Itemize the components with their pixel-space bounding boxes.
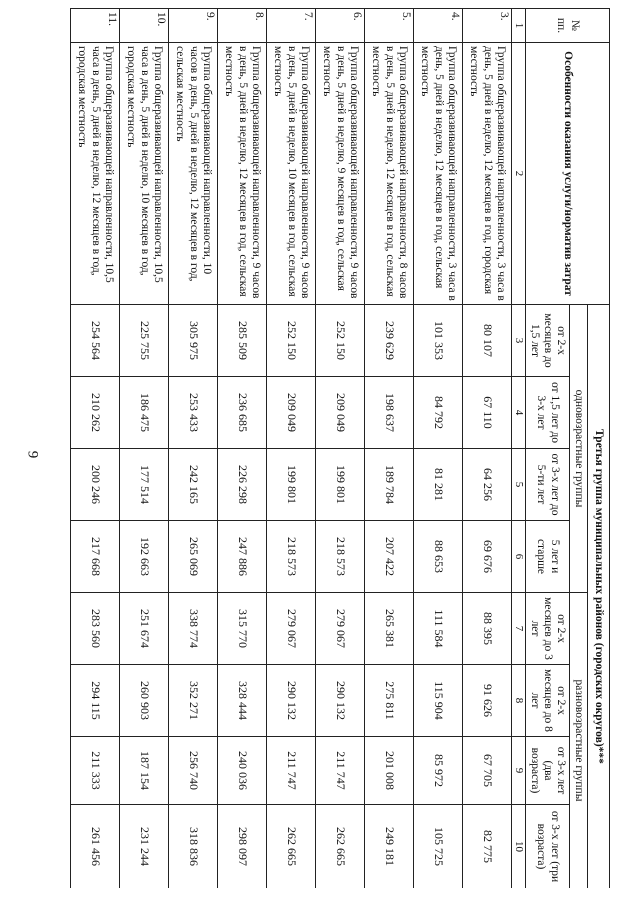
cost-value: 115 904 — [414, 665, 463, 737]
cost-value: 211 747 — [316, 737, 365, 805]
row-number: 7. — [267, 9, 316, 43]
row-description: Группа общеразвивающей направленности, 8 часов в день, 5 дней в неделю, 12 месяцев в год, сельская местность — [365, 43, 414, 305]
table-row — [120, 9, 169, 889]
cost-value: 261 456 — [71, 805, 120, 889]
cost-value: 247 886 — [218, 521, 267, 593]
cost-value: 283 560 — [71, 593, 120, 665]
row-description: Группа общеразвивающей направленности, 10,5 часа в день, 5 дней в неделю, 10 месяцев в год, городская местность — [120, 43, 169, 305]
row-number: 5. — [365, 9, 414, 43]
cost-value: 285 509 — [218, 305, 267, 377]
cost-value: 253 433 — [169, 377, 218, 449]
cost-value: 209 049 — [267, 377, 316, 449]
cost-value: 209 049 — [316, 377, 365, 449]
row-number: 11. — [71, 9, 120, 43]
row-number: 10. — [120, 9, 169, 43]
cost-value: 294 115 — [71, 665, 120, 737]
cost-value: 211 747 — [267, 737, 316, 805]
cost-value: 328 444 — [218, 665, 267, 737]
cost-value: 318 836 — [169, 805, 218, 889]
row-number: 6. — [316, 9, 365, 43]
header-age-col: от 3-х лет (два возраста) — [526, 737, 570, 805]
cost-value: 82 775 — [463, 805, 512, 889]
cost-value: 69 676 — [463, 521, 512, 593]
column-number: 3 — [512, 305, 526, 377]
column-number: 4 — [512, 377, 526, 449]
cost-value: 231 244 — [120, 805, 169, 889]
table-row — [316, 9, 365, 889]
cost-value: 210 262 — [71, 377, 120, 449]
cost-value: 192 663 — [120, 521, 169, 593]
row-number: 9. — [169, 9, 218, 43]
cost-value: 217 668 — [71, 521, 120, 593]
cost-value: 187 154 — [120, 737, 169, 805]
cost-value: 240 036 — [218, 737, 267, 805]
cost-value: 338 774 — [169, 593, 218, 665]
cost-value: 262 665 — [267, 805, 316, 889]
row-number: 4. — [414, 9, 463, 43]
cost-value: 200 246 — [71, 449, 120, 521]
table-row — [365, 9, 414, 889]
cost-value: 177 514 — [120, 449, 169, 521]
header-age-col: 5 лет и старше — [526, 521, 570, 593]
cost-value: 279 067 — [267, 593, 316, 665]
header-age-col: от 3-х лет (три возраста) — [526, 805, 570, 889]
cost-value: 85 972 — [414, 737, 463, 805]
cost-value: 305 975 — [169, 305, 218, 377]
column-numbers-row — [512, 9, 526, 889]
cost-value: 218 573 — [316, 521, 365, 593]
cost-value: 91 626 — [463, 665, 512, 737]
header-col-desc: Особенности оказания услуги/норматив затрат — [526, 43, 610, 305]
page-number: 9 — [24, 450, 41, 459]
rotated-page — [70, 8, 610, 888]
cost-value: 279 067 — [316, 593, 365, 665]
cost-value: 84 792 — [414, 377, 463, 449]
column-number: 1 — [512, 9, 526, 43]
cost-value: 81 281 — [414, 449, 463, 521]
header-single-age: одновозрастные группы — [570, 305, 588, 593]
row-description: Группа общеразвивающей направленности, 10,5 часа в день, 5 дней в неделю, 12 месяцев в год, городская местность — [71, 43, 120, 305]
cost-value: 290 132 — [316, 665, 365, 737]
cost-value: 236 685 — [218, 377, 267, 449]
cost-value: 298 097 — [218, 805, 267, 889]
cost-value: 290 132 — [267, 665, 316, 737]
column-number: 9 — [512, 737, 526, 805]
column-number: 2 — [512, 43, 526, 305]
table-row — [267, 9, 316, 889]
column-number: 6 — [512, 521, 526, 593]
cost-value: 239 629 — [365, 305, 414, 377]
cost-value: 101 353 — [414, 305, 463, 377]
cost-value: 67 705 — [463, 737, 512, 805]
cost-value: 201 008 — [365, 737, 414, 805]
cost-value: 189 784 — [365, 449, 414, 521]
row-description: Группа общеразвивающей направленности, 9 часов в день, 5 дней в неделю, 10 месяцев в год, сельская местность — [267, 43, 316, 305]
cost-value: 265 069 — [169, 521, 218, 593]
cost-norms-table — [70, 8, 610, 888]
cost-value: 242 165 — [169, 449, 218, 521]
cost-value: 256 740 — [169, 737, 218, 805]
column-number: 7 — [512, 593, 526, 665]
cost-value: 252 150 — [267, 305, 316, 377]
table-container — [70, 8, 610, 888]
header-age-col: от 1,5 лет до 3-х лет — [526, 377, 570, 449]
header-age-col: от 2-х месяцев до 8 лет — [526, 665, 570, 737]
cost-value: 105 725 — [414, 805, 463, 889]
header-age-col: от 2-х месяцев до 3 лет — [526, 593, 570, 665]
column-number: 10 — [512, 805, 526, 889]
cost-value: 260 903 — [120, 665, 169, 737]
cost-value: 211 333 — [71, 737, 120, 805]
cost-value: 265 381 — [365, 593, 414, 665]
cost-value: 198 637 — [365, 377, 414, 449]
cost-value: 315 770 — [218, 593, 267, 665]
row-description: Группа общеразвивающей направленности, 9 часов в день, 5 дней в неделю, 9 месяцев в год, сельская местность — [316, 43, 365, 305]
table-body — [71, 9, 512, 889]
row-description: Группа общеразвивающей направленности, 3 часа в день, 5 дней в неделю, 12 месяцев в год, сельская местность — [414, 43, 463, 305]
row-number: 3. — [463, 9, 512, 43]
row-description: Группа общеразвивающей направленности, 9 часов в день, 5 дней в неделю, 12 месяцев в год, сельская местность — [218, 43, 267, 305]
cost-value: 352 271 — [169, 665, 218, 737]
table-row — [169, 9, 218, 889]
header-age-col: от 2-х месяцев до 1,5 лет — [526, 305, 570, 377]
cost-value: 262 665 — [316, 805, 365, 889]
cost-value: 67 110 — [463, 377, 512, 449]
cost-value: 88 653 — [414, 521, 463, 593]
cost-value: 252 150 — [316, 305, 365, 377]
table-row — [463, 9, 512, 889]
cost-value: 249 181 — [365, 805, 414, 889]
row-description: Группа общеразвивающей направленности, 10 часов в день, 5 дней в неделю, 12 месяцев в год, сельская местность — [169, 43, 218, 305]
cost-value: 275 811 — [365, 665, 414, 737]
cost-value: 207 422 — [365, 521, 414, 593]
cost-value: 254 564 — [71, 305, 120, 377]
cost-value: 218 573 — [267, 521, 316, 593]
cost-value: 111 584 — [414, 593, 463, 665]
cost-value: 186 475 — [120, 377, 169, 449]
table-row — [218, 9, 267, 889]
header-col-no: № пп. — [526, 9, 610, 43]
header-age-col: от 3-х лет до 5-ти лет — [526, 449, 570, 521]
cost-value: 64 256 — [463, 449, 512, 521]
cost-value: 88 395 — [463, 593, 512, 665]
column-number: 8 — [512, 665, 526, 737]
column-number: 5 — [512, 449, 526, 521]
table-row — [71, 9, 120, 889]
cost-value: 80 107 — [463, 305, 512, 377]
cost-value: 226 298 — [218, 449, 267, 521]
table-row — [414, 9, 463, 889]
header-multi-age: разновозрастные группы — [570, 593, 588, 889]
cost-value: 199 801 — [267, 449, 316, 521]
cost-value: 225 755 — [120, 305, 169, 377]
cost-value: 251 674 — [120, 593, 169, 665]
header-group-title: Третья группа муниципальных районов (городских округов)*** — [588, 305, 610, 889]
row-description: Группа общеразвивающей направленности, 3 часа в день, 5 дней в неделю, 12 месяцев в год, городская местность — [463, 43, 512, 305]
row-number: 8. — [218, 9, 267, 43]
cost-value: 199 801 — [316, 449, 365, 521]
